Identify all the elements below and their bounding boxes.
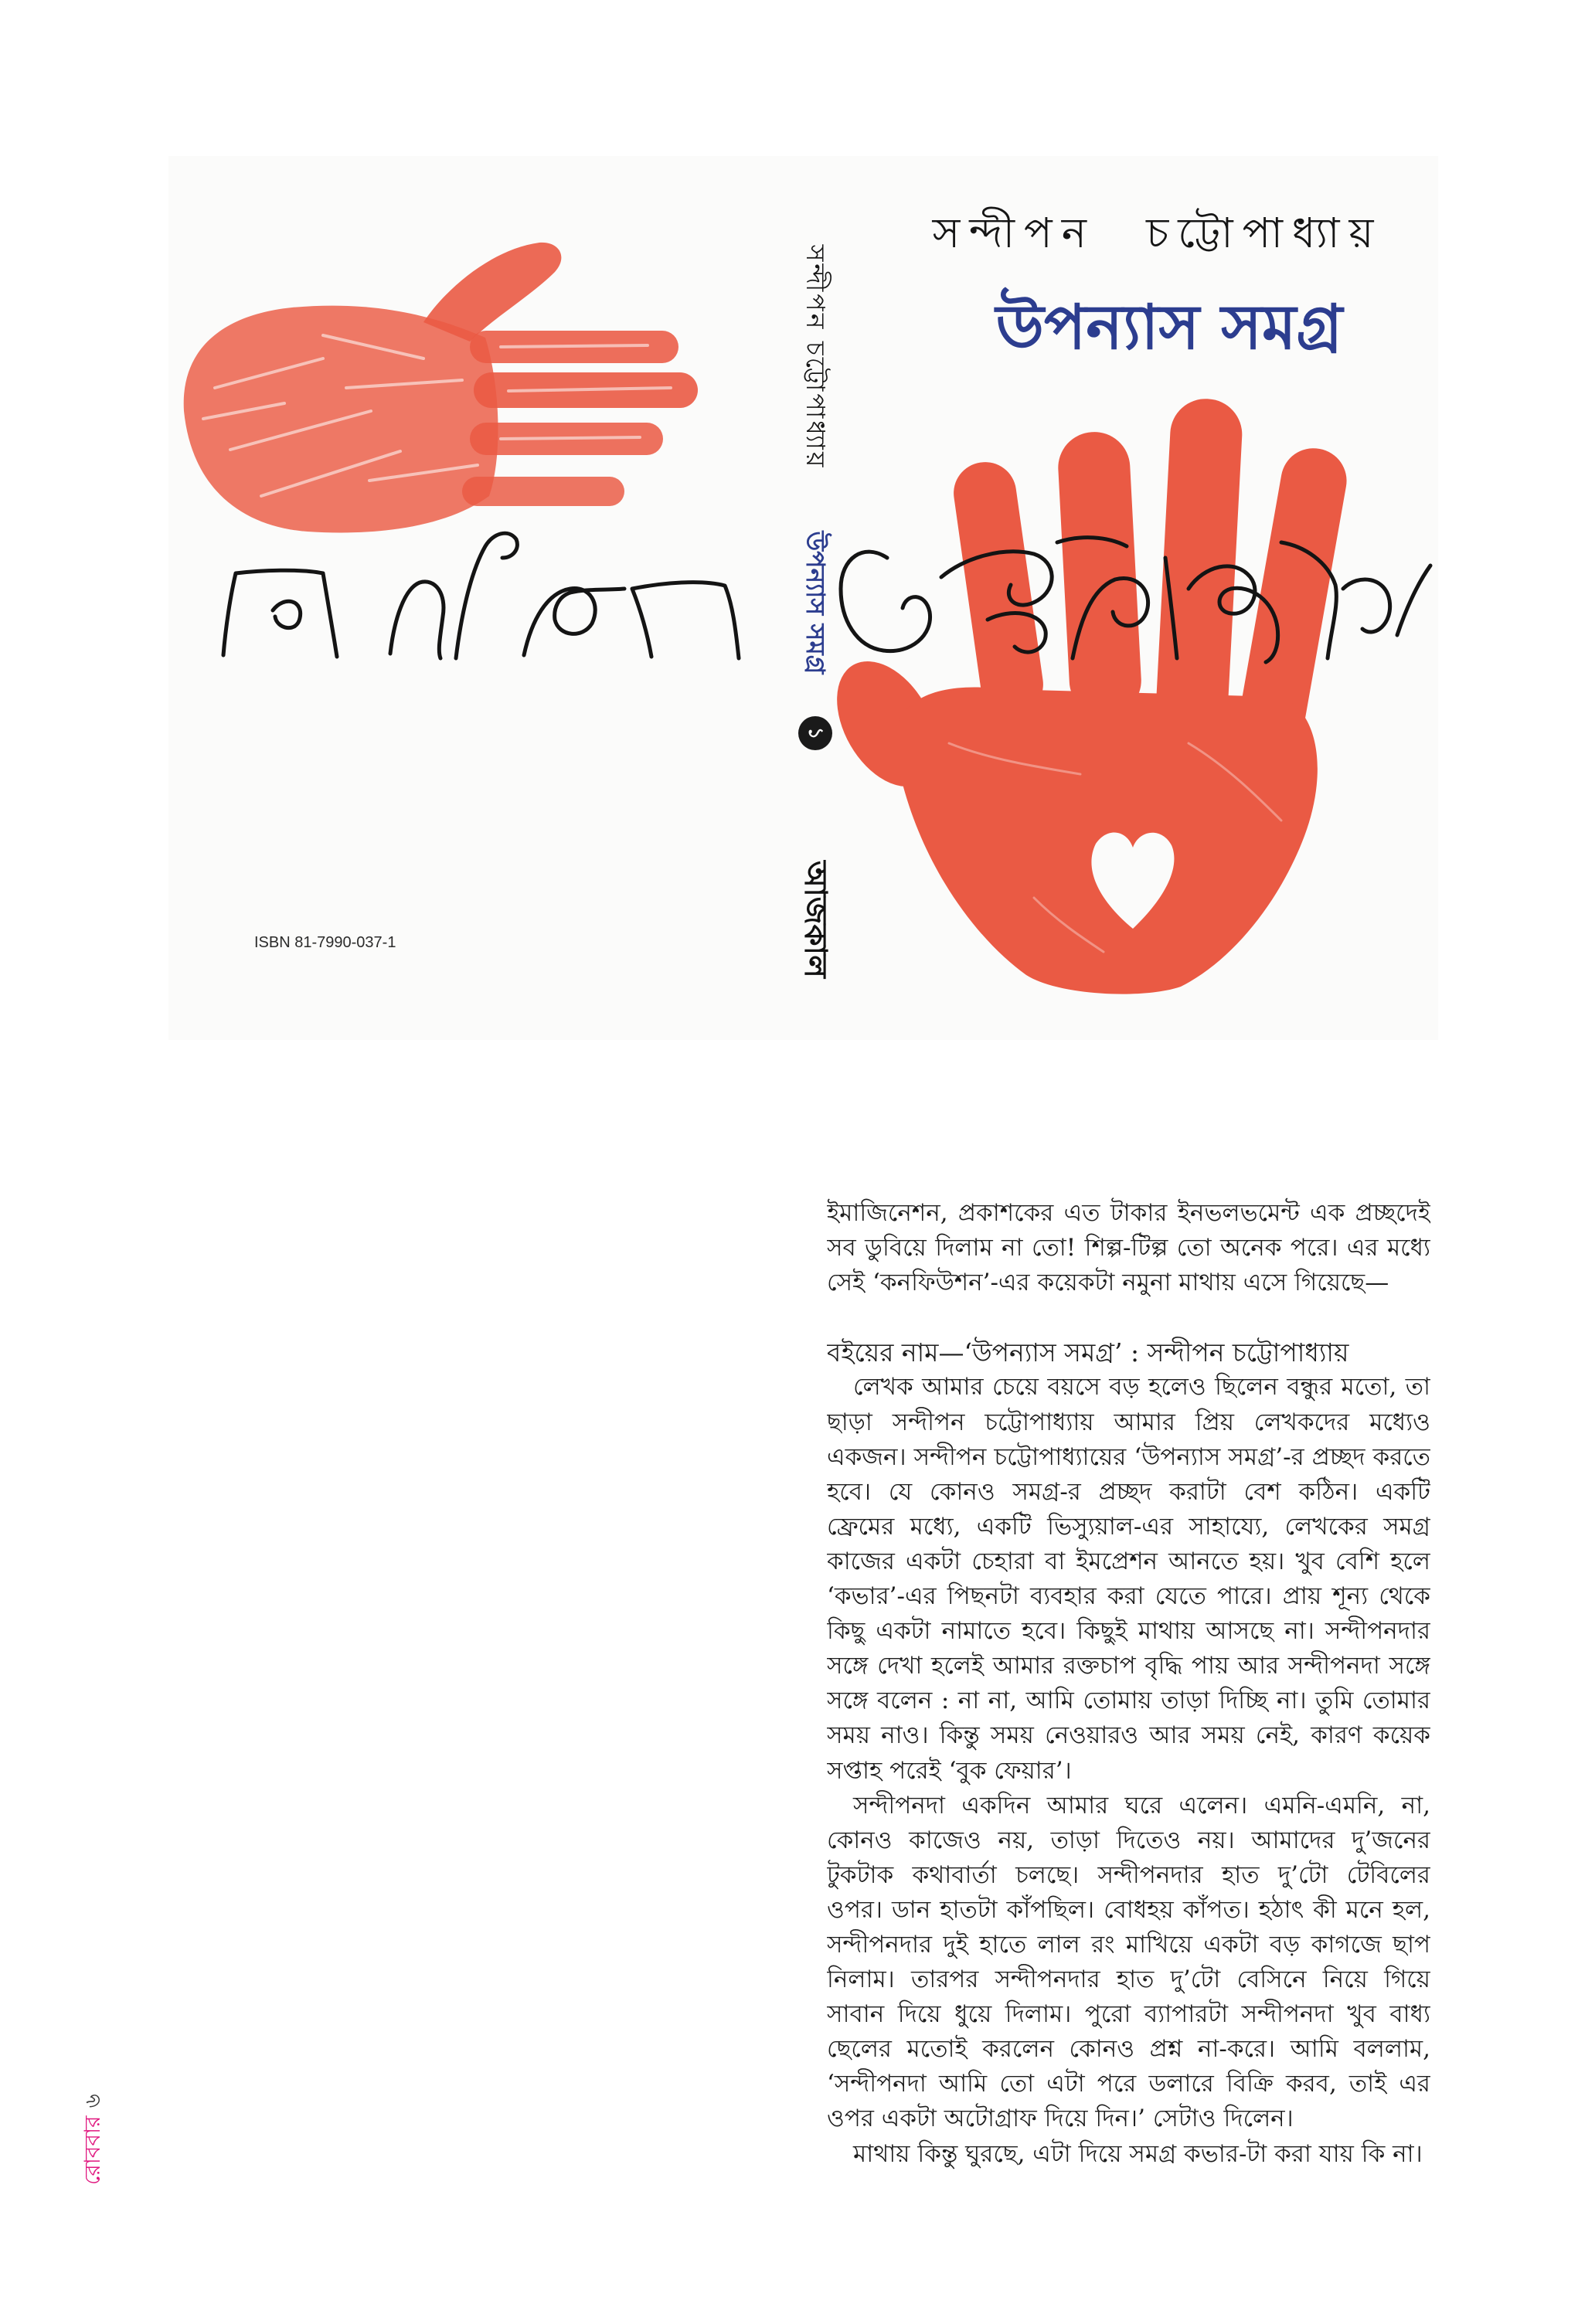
article-line: সময় নাও। কিন্তু সময় নেওয়ারও আর সময় নেই, কারণ কয়েক <box>827 1721 1430 1750</box>
magazine-name: রোববার <box>80 2115 105 2185</box>
publisher-logo: আজকাল <box>798 861 833 978</box>
article-line: সব ডুবিয়ে দিলাম না তো! শিল্প-টিল্প তো অনেক পরে। এর মধ্যে <box>827 1234 1430 1262</box>
article-line: ফ্রেমের মধ্যে, একটি ভিস্যুয়াল-এর সাহায্যে, লেখকের সমগ্র <box>827 1512 1430 1541</box>
spine-title: উপন্যাস সমগ্র <box>801 531 831 674</box>
article-line: নিলাম। তারপর সন্দীপনদার হাত দু’টো বেসিনে নিয়ে গিয়ে <box>827 1966 1430 1994</box>
front-cover-title: উপন্যাস সমগ্র <box>995 291 1343 363</box>
handprint-front-finger <box>950 458 1047 719</box>
article-line: ওপর। ডান হাতটা কাঁপছিল। বোধহয় কাঁপত। হঠাৎ কী মনে হল, <box>827 1895 1430 1924</box>
article-line: সপ্তাহ পরেই ‘বুক ফেয়ার’। <box>827 1756 1072 1785</box>
article-line: মাথায় কিন্তু ঘুরছে, এটা দিয়ে সমগ্র কভার-টা করা যায় কি না। <box>853 2139 1423 2168</box>
page-number: ৬ <box>80 2094 105 2108</box>
article-line: ‘কভার’-এর পিছনটা ব্যবহার করা যেতে পারে। প্রায় শূন্য থেকে <box>827 1582 1430 1611</box>
page-folio <box>78 2046 107 2185</box>
article-line: ছাড়া সন্দীপন চট্টোপাধ্যায় আমার প্রিয় লেখকদের মধ্যেও <box>827 1408 1430 1436</box>
article-line: সাবান দিয়ে ধুয়ে দিলাম। পুরো ব্যাপারটা সন্দীপনদা খুব বাধ্য <box>827 2000 1430 2029</box>
article-line: টুকটাক কথাবার্তা চলছে। সন্দীপনদার হাত দু’টো টেবিলের <box>827 1860 1430 1889</box>
book-cover-spread <box>168 156 1438 1040</box>
article-line: ইমাজিনেশন, প্রকাশকের এত টাকার ইনভলভমেন্ট এক প্রচ্ছদেই <box>827 1199 1430 1227</box>
article-line: সন্দীপনদার দুই হাতে লাল রং মাখিয়ে একটা বড় কাগজে ছাপ <box>827 1930 1430 1959</box>
handprint-front <box>816 397 1352 994</box>
article-line: সেই ‘কনফিউশন’-এর কয়েকটা নমুনা মাথায় এসে গিয়েছে— <box>827 1269 1389 1297</box>
article-line: লেখক আমার চেয়ে বয়সে বড় হলেও ছিলেন বন্ধুর মতো, তা <box>853 1373 1430 1402</box>
article-line: ‘সন্দীপনদা আমি তো এটা পরে ডলারে বিক্রি করব, তাই এর <box>827 2070 1430 2098</box>
article-line: ওপর একটা অটোগ্রাফ দিয়ে দিন।’ সেটাও দিলেন। <box>827 2105 1294 2133</box>
article-line: ছেলের মতোই করলেন কোনও প্রশ্ন না-করে। আমি বললাম, <box>827 2035 1430 2064</box>
handprint-front-finger <box>1056 430 1143 718</box>
article-line: একজন। সন্দীপন চট্টোপাধ্যায়ের ‘উপন্যাস সমগ্র’-র প্রচ্ছদ করতে <box>827 1442 1430 1471</box>
spine-author: সন্দীপন চট্টোপাধ্যায় <box>801 244 831 470</box>
paragraph-gap <box>827 1300 1430 1335</box>
front-cover-author: সন্দীপন চট্টোপাধ্যায় <box>932 209 1383 257</box>
section-heading: বইয়ের নাম—‘উপন্যাস সমগ্র’ : সন্দীপন চট্টোপাধ্যায় <box>827 1337 1349 1368</box>
article-body <box>827 1196 1430 2172</box>
article-line: সঙ্গে বলেন : না না, আমি তোমায় তাড়া দিচ্ছি না। তুমি তোমার <box>827 1687 1430 1715</box>
article-line: সন্দীপনদা একদিন আমার ঘরে এলেন। এমনি-এমনি, না, <box>853 1791 1430 1819</box>
article-line: সঙ্গে দেখা হলেই আমার রক্তচাপ বৃদ্ধি পায় আর সন্দীপনদা সঙ্গে <box>827 1652 1430 1680</box>
handprint-back-finger <box>462 477 624 506</box>
handprint-back <box>184 243 698 533</box>
spine-volume-badge: ১ <box>798 716 832 750</box>
article-line: হবে। যে কোনও সমগ্র-র প্রচ্ছদ করাটা বেশ কঠিন। একটি <box>827 1477 1430 1506</box>
isbn-label: ISBN 81-7990-037-1 <box>254 934 396 951</box>
article-line: কোনও কাজেও নয়, তাড়া দিতেও নয়। আমাদের দু’জনের <box>827 1826 1430 1854</box>
handprint-back-thumb <box>423 243 561 341</box>
article-line: কাজের একটা চেহারা বা ইমপ্রেশন আনতে হয়। খুব বেশি হলে <box>827 1547 1430 1575</box>
article-line: কিছু একটা নামাতে হবে। কিছুই মাথায় আসছে না। সন্দীপনদার <box>827 1617 1430 1646</box>
